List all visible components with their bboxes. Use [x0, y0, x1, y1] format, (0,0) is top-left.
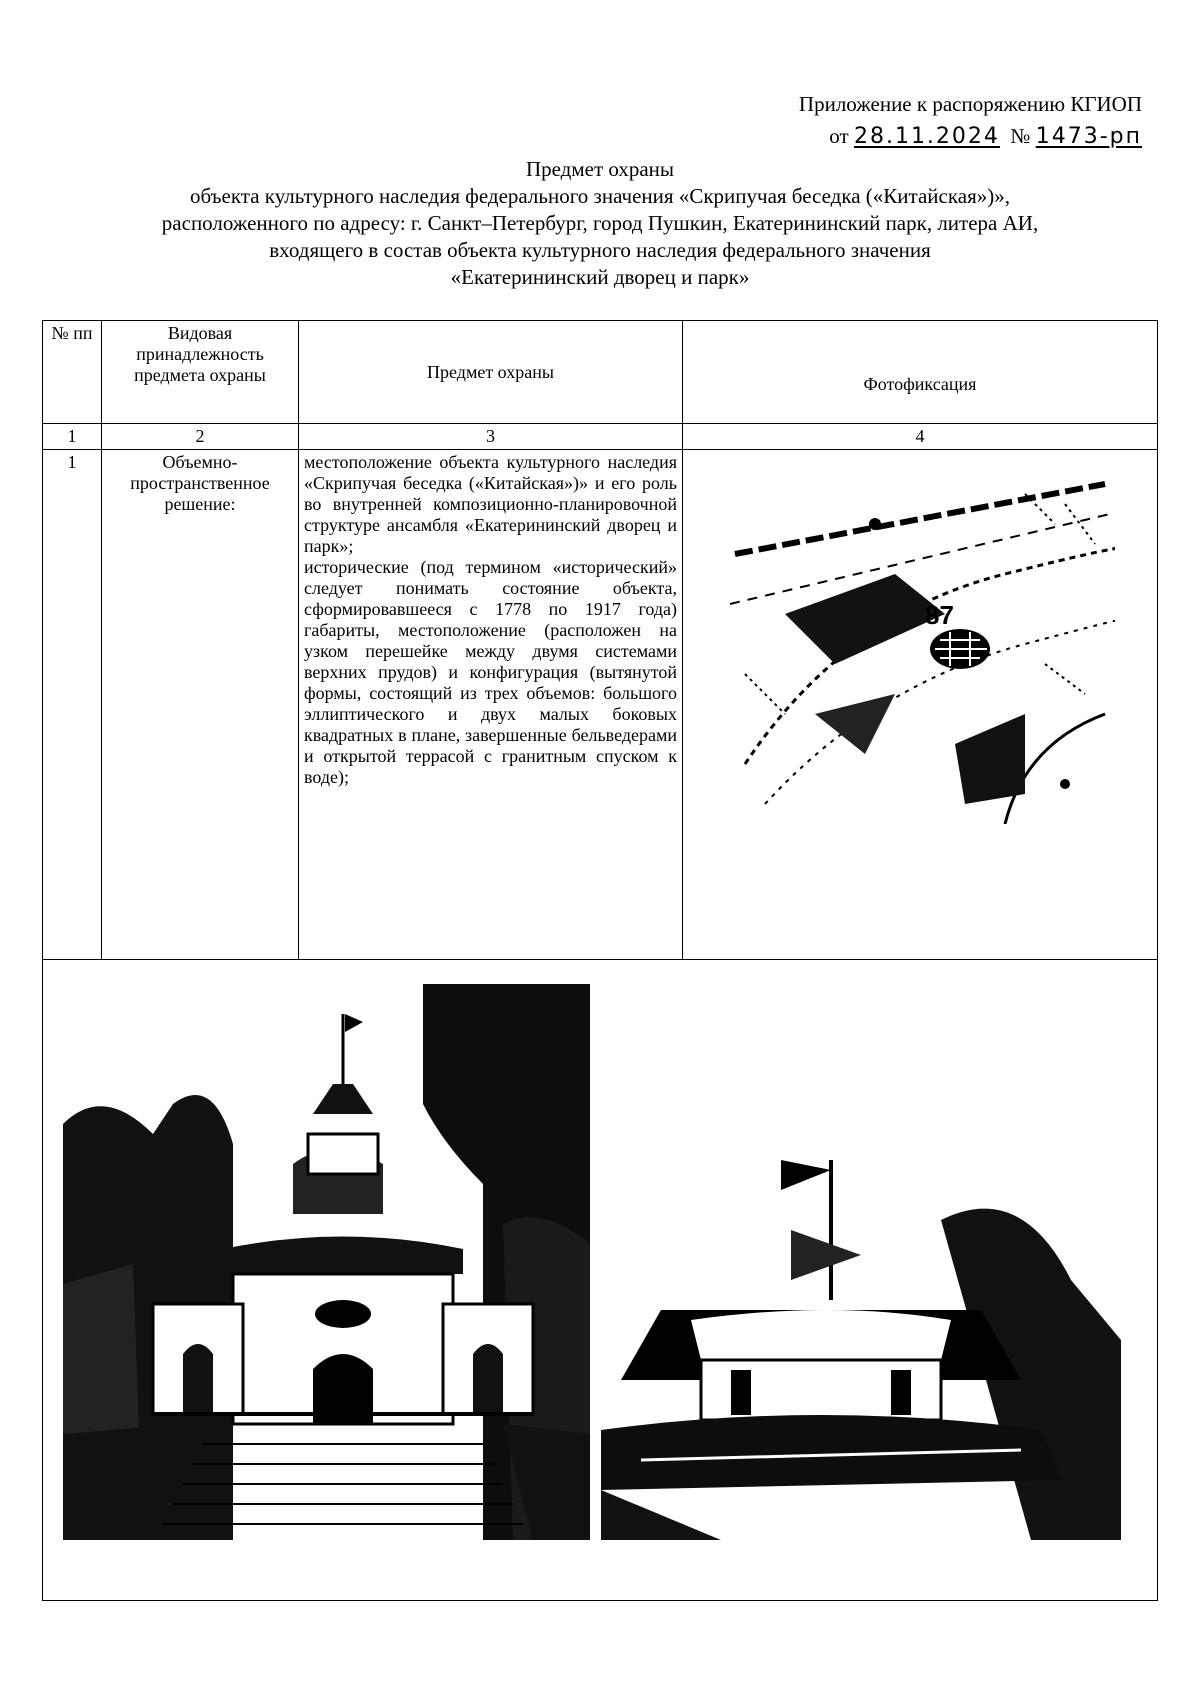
photos-row: [43, 960, 1158, 1601]
title-line-1: Предмет охраны: [525, 157, 675, 181]
pavilion-photo-belvedere: [601, 1160, 1121, 1540]
header-number: № пп: [43, 321, 102, 424]
column-number-row: [43, 424, 1158, 450]
pavilion-photo-front: [63, 984, 590, 1540]
subject-paragraph: местоположение объекта культурного наследия «Скрипучая беседка («Китайская»)» и его роль во внутренней композиционно-планировочной структуре ансамбля «Екатерининский дворец и парк»;: [304, 452, 677, 556]
appendix-line: Приложение к распоряжению КГИОП: [798, 92, 1142, 116]
subject-paragraph: исторические (под термином «исторический» следует понимать состояние объекта, сформировавшееся с 1778 по 1917 года) габариты, местоположение (расположен на узком перешейке между двумя системами верхних прудов) и конфигурация (вытянутой формы, состоящий из трех объемов: большого эллиптического и двух малых боковых квадратных в плане, завершенные бельведерами и открытой террасой с гранитным спуском к воде);: [304, 557, 677, 787]
title-line-2: объекта культурного наследия федерального значения «Скрипучая беседка («Китайская»)»,: [190, 184, 1010, 208]
column-number: 3: [299, 424, 683, 450]
title-line-4: входящего в состав объекта культурного наследия федерального значения: [269, 238, 931, 262]
title-line-3: расположенного по адресу: г. Санкт–Петербург, город Пушкин, Екатерининский парк, литера АИ,: [161, 211, 1039, 235]
order-ref: [799, 120, 1142, 153]
protection-table: [42, 320, 1158, 1601]
column-number: 1: [43, 424, 102, 450]
title-line-5: «Екатерининский дворец и парк»: [450, 265, 750, 289]
appendix-header: [799, 88, 1142, 153]
photos-cell: [43, 960, 1158, 1601]
header-category: Видовая принадлежность предмета охраны: [102, 321, 299, 424]
table-row: [43, 450, 1158, 960]
table-header-row: [43, 321, 1158, 424]
row-number: 1: [43, 450, 102, 960]
column-number: 2: [102, 424, 299, 450]
map-cell: [683, 450, 1158, 960]
document-title: [40, 156, 1160, 291]
order-date: 28.11.2024: [853, 124, 1000, 149]
map-parcel-label: 87: [925, 600, 954, 630]
row-subject: [299, 450, 683, 960]
number-prefix: №: [1010, 124, 1031, 148]
column-number: 4: [683, 424, 1158, 450]
date-prefix: от: [829, 124, 849, 148]
historic-map-image: [725, 464, 1115, 824]
header-subject: Предмет охраны: [299, 321, 683, 424]
header-photo: Фотофиксация: [683, 321, 1158, 424]
row-category: Объемно-пространственное решение:: [102, 450, 299, 960]
order-number: 1473-рп: [1035, 124, 1142, 149]
